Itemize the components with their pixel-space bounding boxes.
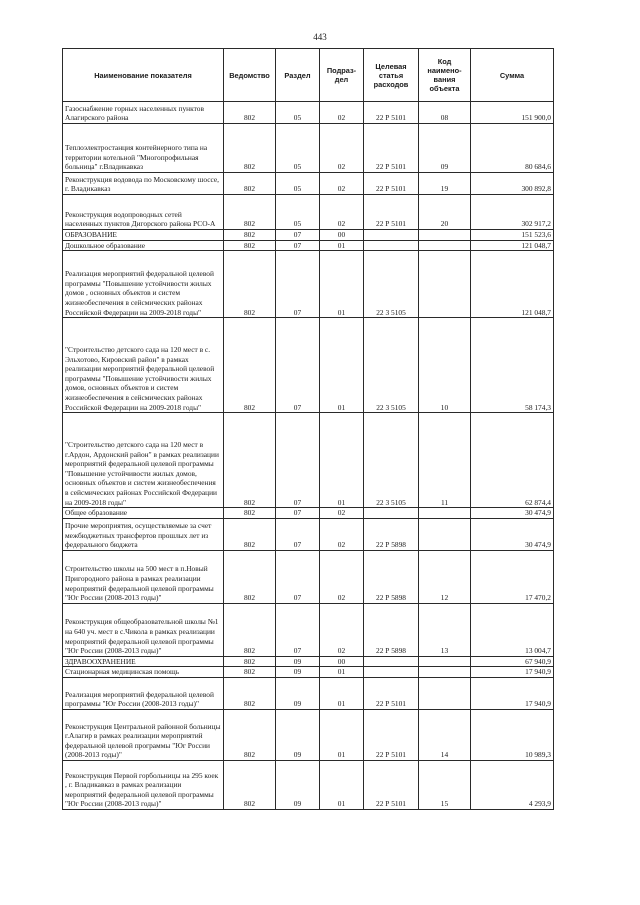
row-target: 22 Р 5898 <box>364 603 419 656</box>
row-section: 07 <box>276 251 320 318</box>
row-subsection: 01 <box>320 240 364 251</box>
header-section: Раздел <box>276 49 320 102</box>
row-object <box>419 656 471 667</box>
row-subsection: 02 <box>320 173 364 195</box>
row-section: 07 <box>276 413 320 508</box>
row-sum: 151 900,0 <box>471 102 554 124</box>
row-name: "Строительство детского сада на 120 мест в г.Ардон, Ардонский район" в рамках реализации мероприятий федеральной целевой программы "Повышение устойчивости жилых домов, основных объектов и систем жизнеобеспечения в сейсмических районах Российской Федерации на 2009-2018 годы" <box>63 413 224 508</box>
row-subsection: 02 <box>320 518 364 550</box>
row-subsection: 02 <box>320 102 364 124</box>
row-object <box>419 667 471 678</box>
row-subsection: 01 <box>320 709 364 760</box>
row-subsection: 01 <box>320 760 364 809</box>
row-subsection: 02 <box>320 195 364 230</box>
row-object <box>419 230 471 241</box>
row-sum: 58 174,3 <box>471 318 554 413</box>
row-target: 22 Р 5898 <box>364 550 419 603</box>
table-row <box>63 240 554 251</box>
row-dept: 802 <box>224 124 276 173</box>
row-section: 09 <box>276 760 320 809</box>
header-subsection: Подраз- дел <box>320 49 364 102</box>
row-sum: 13 004,7 <box>471 603 554 656</box>
row-sum: 30 474,9 <box>471 508 554 519</box>
row-subsection: 01 <box>320 251 364 318</box>
row-target <box>364 667 419 678</box>
row-section: 09 <box>276 667 320 678</box>
row-section: 07 <box>276 518 320 550</box>
row-object: 19 <box>419 173 471 195</box>
row-dept: 802 <box>224 709 276 760</box>
row-sum: 300 892,8 <box>471 173 554 195</box>
row-dept: 802 <box>224 760 276 809</box>
budget-table <box>62 48 554 810</box>
row-dept: 802 <box>224 413 276 508</box>
row-target: 22 Р 5101 <box>364 102 419 124</box>
row-sum: 302 917,2 <box>471 195 554 230</box>
row-name: Реконструкция Центральной районной больницы г.Алагир в рамках реализации мероприятий федеральной целевой программы "Юг России (2008-2013 годы)" <box>63 709 224 760</box>
row-target: 22 Р 5101 <box>364 124 419 173</box>
row-name: Теплоэлектростанция контейнерного типа на территории котельной "Многопрофильная больница" г.Владикавказ <box>63 124 224 173</box>
row-name: Прочие мероприятия, осуществляемые за счет межбюджетных трансфертов прошлых лет из федерального бюджета <box>63 518 224 550</box>
row-object: 15 <box>419 760 471 809</box>
row-target <box>364 230 419 241</box>
row-dept: 802 <box>224 550 276 603</box>
table-row <box>63 195 554 230</box>
row-section: 07 <box>276 240 320 251</box>
table-row <box>63 102 554 124</box>
row-section: 07 <box>276 550 320 603</box>
table-row <box>63 230 554 241</box>
row-sum: 30 474,9 <box>471 518 554 550</box>
row-subsection: 02 <box>320 508 364 519</box>
row-section: 05 <box>276 102 320 124</box>
row-target: 22 3 5105 <box>364 413 419 508</box>
row-name: Газоснабжение горных населенных пунктов Алагирского района <box>63 102 224 124</box>
row-target: 22 Р 5898 <box>364 518 419 550</box>
row-section: 09 <box>276 677 320 709</box>
row-name: Реконструкция Первой горбольницы на 295 коек , г. Владикавказ в рамках реализации мероприятий федеральной целевой программы "Юг России (2008-2013 годы)" <box>63 760 224 809</box>
row-dept: 802 <box>224 173 276 195</box>
row-subsection: 01 <box>320 413 364 508</box>
row-object <box>419 240 471 251</box>
row-dept: 802 <box>224 677 276 709</box>
row-sum: 17 940,9 <box>471 677 554 709</box>
row-dept: 802 <box>224 318 276 413</box>
row-name: Реконструкция общеобразовательной школы №1 на 640 уч. мест в с.Чикола в рамках реализации мероприятий федеральной целевой программы "Юг России (2008-2013 годы)" <box>63 603 224 656</box>
row-section: 09 <box>276 709 320 760</box>
row-object: 12 <box>419 550 471 603</box>
table-row <box>63 667 554 678</box>
header-object: Код наимено- вания объекта <box>419 49 471 102</box>
row-target: 22 Р 5101 <box>364 677 419 709</box>
row-dept: 802 <box>224 518 276 550</box>
row-object: 11 <box>419 413 471 508</box>
row-object <box>419 508 471 519</box>
row-name: Стационарная медицинская помощь <box>63 667 224 678</box>
page-number: 443 <box>313 32 327 42</box>
row-dept: 802 <box>224 603 276 656</box>
row-dept: 802 <box>224 656 276 667</box>
row-section: 09 <box>276 656 320 667</box>
table-row <box>63 173 554 195</box>
table-row <box>63 413 554 508</box>
row-object: 13 <box>419 603 471 656</box>
row-section: 05 <box>276 173 320 195</box>
table-row <box>63 760 554 809</box>
row-target: 22 3 5105 <box>364 318 419 413</box>
row-dept: 802 <box>224 230 276 241</box>
table-row <box>63 656 554 667</box>
header-target: Целевая статья расходов <box>364 49 419 102</box>
row-name: Реализация мероприятий федеральной целевой программы "Повышение устойчивости жилых домов , основных объектов и систем жизнеобеспечения в сейсмических районах Российской Федерации на 2009-2018 годы" <box>63 251 224 318</box>
row-subsection: 01 <box>320 667 364 678</box>
row-target <box>364 508 419 519</box>
row-sum: 10 989,3 <box>471 709 554 760</box>
row-sum: 151 523,6 <box>471 230 554 241</box>
row-target: 22 Р 5101 <box>364 195 419 230</box>
row-dept: 802 <box>224 667 276 678</box>
row-subsection: 00 <box>320 656 364 667</box>
row-object: 20 <box>419 195 471 230</box>
row-object <box>419 677 471 709</box>
table-row <box>63 550 554 603</box>
table-row <box>63 508 554 519</box>
row-target: 22 Р 5101 <box>364 760 419 809</box>
row-target <box>364 240 419 251</box>
row-target <box>364 656 419 667</box>
row-object: 09 <box>419 124 471 173</box>
row-target: 22 3 5105 <box>364 251 419 318</box>
header-name: Наименование показателя <box>63 49 224 102</box>
row-sum: 62 874,4 <box>471 413 554 508</box>
row-subsection: 01 <box>320 318 364 413</box>
row-name: Реализация мероприятий федеральной целевой программы "Юг России (2008-2013 годы)" <box>63 677 224 709</box>
header-sum: Сумма <box>471 49 554 102</box>
row-name: Реконструкция водопроводных сетей населенных пунктов Дигорского района РСО-А <box>63 195 224 230</box>
row-target: 22 Р 5101 <box>364 709 419 760</box>
row-object: 14 <box>419 709 471 760</box>
table-row <box>63 709 554 760</box>
row-section: 07 <box>276 318 320 413</box>
row-name: "Строительство детского сада на 120 мест в с. Эльхотово, Кировский район" в рамках реализации мероприятий федеральной целевой программы "Повышение устойчивости жилых домов, основных объектов и систем жизнеобеспечения в сейсмических районах Российской Федерации на 2009-2018 годы" <box>63 318 224 413</box>
row-object: 08 <box>419 102 471 124</box>
row-dept: 802 <box>224 508 276 519</box>
row-sum: 121 048,7 <box>471 251 554 318</box>
row-subsection: 02 <box>320 550 364 603</box>
row-section: 07 <box>276 230 320 241</box>
row-name: Дошкольное образование <box>63 240 224 251</box>
table-row <box>63 677 554 709</box>
row-dept: 802 <box>224 251 276 318</box>
row-name: Строительство школы на 500 мест в п.Новый Пригородного района в рамках реализации мероприятий федеральной целевой программы "Юг России (2008-2013 годы)" <box>63 550 224 603</box>
table-header-row <box>63 49 554 102</box>
row-section: 07 <box>276 603 320 656</box>
row-section: 07 <box>276 508 320 519</box>
row-sum: 67 940,9 <box>471 656 554 667</box>
row-object <box>419 518 471 550</box>
row-sum: 121 048,7 <box>471 240 554 251</box>
table-row <box>63 603 554 656</box>
table-row <box>63 518 554 550</box>
row-sum: 80 684,6 <box>471 124 554 173</box>
row-object <box>419 251 471 318</box>
row-dept: 802 <box>224 240 276 251</box>
row-name: Общее образование <box>63 508 224 519</box>
row-dept: 802 <box>224 102 276 124</box>
row-sum: 4 293,9 <box>471 760 554 809</box>
row-name: ОБРАЗОВАНИЕ <box>63 230 224 241</box>
row-sum: 17 940,9 <box>471 667 554 678</box>
row-object: 10 <box>419 318 471 413</box>
row-subsection: 00 <box>320 230 364 241</box>
row-name: Реконструкция водовода по Московскому шоссе, г. Владикавказ <box>63 173 224 195</box>
table-row <box>63 318 554 413</box>
row-subsection: 02 <box>320 124 364 173</box>
row-subsection: 01 <box>320 677 364 709</box>
row-subsection: 02 <box>320 603 364 656</box>
row-section: 05 <box>276 195 320 230</box>
row-dept: 802 <box>224 195 276 230</box>
table-row <box>63 251 554 318</box>
row-sum: 17 470,2 <box>471 550 554 603</box>
table-row <box>63 124 554 173</box>
row-target: 22 Р 5101 <box>364 173 419 195</box>
row-section: 05 <box>276 124 320 173</box>
row-name: ЗДРАВООХРАНЕНИЕ <box>63 656 224 667</box>
header-dept: Ведомство <box>224 49 276 102</box>
